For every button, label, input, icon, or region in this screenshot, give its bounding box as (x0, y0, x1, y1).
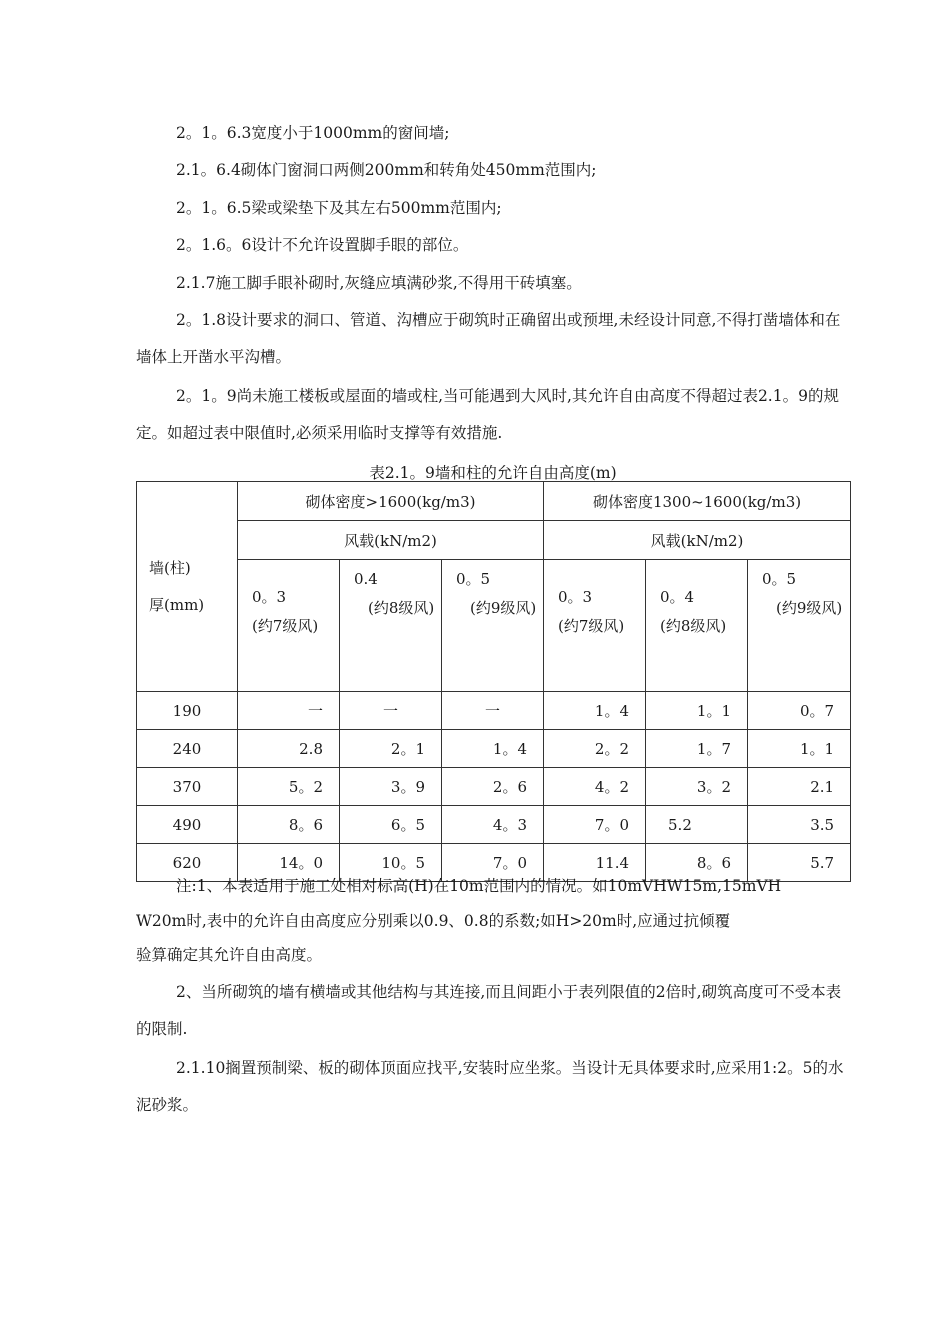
value-cell: 2.1 (748, 768, 851, 806)
paragraph-2-1-8: 2。1.8设计要求的洞口、管道、沟槽应于砌筑时正确留出或预埋,未经设计同意,不得打凿墙体和在墙体上开凿水平沟槽。 (136, 311, 841, 366)
value-cell: 8。6 (646, 844, 748, 882)
wind-level: (约9级风) (470, 599, 537, 617)
wind-value: 0。5 (456, 570, 491, 588)
value-cell: 3。2 (646, 768, 748, 806)
thickness-cell: 240 (137, 730, 238, 768)
value-cell: 4。3 (442, 806, 544, 844)
table-row (137, 806, 851, 844)
wind-col-3 (442, 560, 544, 692)
value-cell: 1。4 (544, 692, 646, 730)
paragraph-2-1-6-3: 2。1。6.3宽度小于1000mm的窗间墙; (176, 124, 450, 142)
wind-col-4 (544, 560, 646, 692)
value-cell: 11.4 (544, 844, 646, 882)
value-cell: 一 (238, 692, 340, 730)
density-group-1: 砌体密度>1600(kg/m3) (238, 482, 544, 521)
thickness-cell: 370 (137, 768, 238, 806)
wind-col-2 (340, 560, 442, 692)
wind-level: (约7级风) (252, 617, 319, 635)
table-row (137, 730, 851, 768)
value-cell: 2。2 (544, 730, 646, 768)
value-cell: 7。0 (442, 844, 544, 882)
value-cell: 4。2 (544, 768, 646, 806)
value-cell: 一 (442, 692, 544, 730)
wind-value: 0.4 (354, 570, 378, 588)
note-1-line-2: W20m时,表中的允许自由高度应分别乘以0.9、0.8的系数;如H>20m时,应通过抗倾覆 (136, 912, 731, 930)
table-caption: 表2.1。9墙和柱的允许自由高度(m) (369, 464, 617, 482)
wind-value: 0。4 (660, 588, 695, 606)
note-1-line-3: 验算确定其允许自由高度。 (136, 946, 323, 964)
wind-level: (约8级风) (368, 599, 435, 617)
paragraph-2-1-7: 2.1.7施工脚手眼补砌时,灰缝应填满砂浆,不得用干砖填塞。 (176, 274, 582, 292)
value-cell: 3.5 (748, 806, 851, 844)
paragraph-2-1-6-4: 2.1。6.4砌体门窗洞口两侧200mm和转角处450mm范围内; (176, 161, 597, 179)
value-cell: 1。1 (748, 730, 851, 768)
table-header-row-wind (137, 521, 851, 560)
wind-level: (约7级风) (558, 617, 625, 635)
thickness-cell: 190 (137, 692, 238, 730)
wind-col-5 (646, 560, 748, 692)
wind-level: (约8级风) (660, 617, 727, 635)
value-cell: 5.2 (646, 806, 748, 844)
value-cell: 3。9 (340, 768, 442, 806)
value-cell: 7。0 (544, 806, 646, 844)
value-cell: 1。4 (442, 730, 544, 768)
value-cell: 一 (340, 692, 442, 730)
wind-col-6 (748, 560, 851, 692)
paragraph-2-1-9: 2。1。9尚未施工楼板或屋面的墙或柱,当可能遇到大风时,其允许自由高度不得超过表2.1。9的规定。如超过表中限值时,必须采用临时支撑等有效措施. (136, 387, 839, 442)
wind-value: 0。3 (558, 588, 593, 606)
paragraph-2-1-6-6: 2。1.6。6设计不允许设置脚手眼的部位。 (176, 236, 469, 254)
value-cell: 8。6 (238, 806, 340, 844)
value-cell: 5.7 (748, 844, 851, 882)
value-cell: 2.8 (238, 730, 340, 768)
allowable-height-table (136, 481, 851, 882)
table-row (137, 768, 851, 806)
note-2: 2、当所砌筑的墙有横墙或其他结构与其连接,而且间距小于表列限值的2倍时,砌筑高度可不受本表的限制. (136, 983, 842, 1038)
table-row (137, 692, 851, 730)
thickness-cell: 490 (137, 806, 238, 844)
value-cell: 1。1 (646, 692, 748, 730)
value-cell: 6。5 (340, 806, 442, 844)
value-cell: 10。5 (340, 844, 442, 882)
value-cell: 2。1 (340, 730, 442, 768)
note-1-line-1: 注:1、本表适用于施工处相对标高(H)在10m范围内的情况。如10mVHW15m,15mVH (176, 877, 782, 895)
value-cell: 5。2 (238, 768, 340, 806)
value-cell: 0。7 (748, 692, 851, 730)
value-cell: 2。6 (442, 768, 544, 806)
density-group-2: 砌体密度1300~1600(kg/m3) (544, 482, 851, 521)
thickness-header-line1: 墙(柱) (149, 558, 191, 577)
thickness-cell: 620 (137, 844, 238, 882)
paragraph-2-1-10: 2.1.10搁置预制梁、板的砌体顶面应找平,安装时应坐浆。当设计无具体要求时,应采用1:2。5的水泥砂浆。 (136, 1059, 844, 1114)
paragraph-2-1-6-5: 2。1。6.5梁或梁垫下及其左右500mm范围内; (176, 199, 502, 217)
thickness-header (137, 482, 238, 692)
wind-value: 0。5 (762, 570, 797, 588)
value-cell: 1。7 (646, 730, 748, 768)
wind-load-label-1: 风载(kN/m2) (238, 521, 544, 560)
wind-load-label-2: 风载(kN/m2) (544, 521, 851, 560)
value-cell: 14。0 (238, 844, 340, 882)
wind-value: 0。3 (252, 588, 287, 606)
wind-level: (约9级风) (776, 599, 843, 617)
table-header-row-density (137, 482, 851, 521)
wind-col-1 (238, 560, 340, 692)
thickness-header-line2: 厚(mm) (149, 595, 205, 614)
table-header-row-wind-values (137, 560, 851, 692)
